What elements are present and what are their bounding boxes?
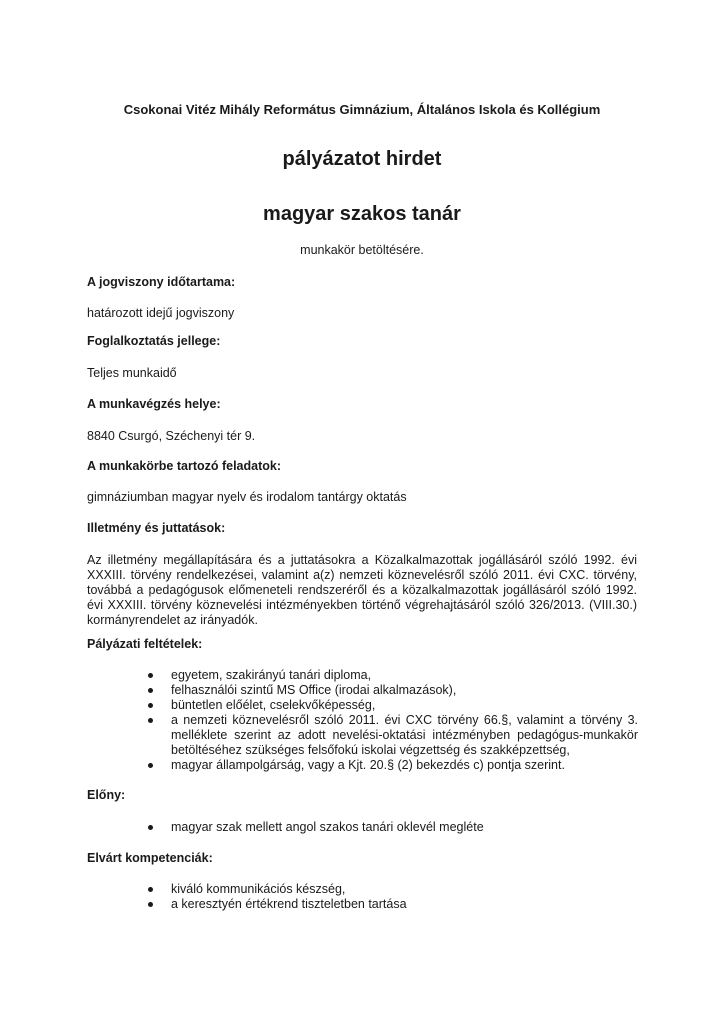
- tasks-value: gimnáziumban magyar nyelv és irodalom tantárgy oktatás: [87, 490, 407, 504]
- employment-value: Teljes munkaidő: [87, 366, 177, 380]
- position-title: magyar szakos tanár: [263, 203, 461, 225]
- advantage-list: [148, 820, 638, 835]
- list-item: magyar szak mellett angol szakos tanári oklevél megléte: [148, 820, 638, 835]
- bullet-icon: [148, 763, 153, 768]
- competencies-heading: Elvárt kompetenciák:: [87, 851, 213, 865]
- list-item: felhasználói szintű MS Office (irodai alkalmazások),: [148, 683, 638, 698]
- institution-name: Csokonai Vitéz Mihály Református Gimnázium, Általános Iskola és Kollégium: [123, 102, 601, 117]
- list-item: kiváló kommunikációs készség,: [148, 882, 638, 897]
- bullet-icon: [148, 703, 153, 708]
- list-item: büntetlen előélet, cselekvőképesség,: [148, 698, 638, 713]
- list-item: a keresztyén értékrend tiszteletben tartása: [148, 897, 638, 912]
- bullet-icon: [148, 688, 153, 693]
- bullet-icon: [148, 902, 153, 907]
- list-item: magyar állampolgárság, vagy a Kjt. 20.§ (2) bekezdés c) pontja szerint.: [148, 758, 638, 773]
- duration-heading: A jogviszony időtartama:: [87, 275, 236, 289]
- announcement-title: pályázatot hirdet: [282, 148, 442, 170]
- bullet-icon: [148, 887, 153, 892]
- duration-value: határozott idejű jogviszony: [87, 306, 235, 320]
- competencies-list: [148, 882, 638, 912]
- bullet-icon: [148, 718, 153, 723]
- conditions-heading: Pályázati feltételek:: [87, 637, 203, 651]
- advantage-heading: Előny:: [87, 788, 126, 802]
- employment-heading: Foglalkoztatás jellege:: [87, 334, 221, 348]
- tasks-heading: A munkakörbe tartozó feladatok:: [87, 459, 282, 473]
- bullet-icon: [148, 673, 153, 678]
- list-item: egyetem, szakirányú tanári diploma,: [148, 668, 638, 683]
- announcement-subtitle: munkakör betöltésére.: [300, 243, 424, 257]
- salary-heading: Illetmény és juttatások:: [87, 521, 226, 535]
- salary-value: Az illetmény megállapítására és a juttatásokra a Közalkalmazottak jogállásáról szóló 1992. évi XXXIII. törvény rendelkezései, valamint a(z) nemzeti köznevelésről szóló 2011. évi CXC. törvény, továbbá a pedagógusok előmeneteli rendszeréről és a közalkalmazottak jogállásáról szóló 1992. évi XXXIII. törvény köznevelési intézményekben történő végrehajtásáról szóló 326/2013. (VIII.30.) kormányrendelet az irányadók.: [87, 553, 637, 627]
- workplace-value: 8840 Csurgó, Széchenyi tér 9.: [87, 429, 256, 443]
- conditions-list: [148, 668, 638, 773]
- workplace-heading: A munkavégzés helye:: [87, 397, 221, 411]
- bullet-icon: [148, 825, 153, 830]
- list-item: a nemzeti köznevelésről szóló 2011. évi CXC törvény 66.§, valamint a törvény 3. melléklete szerint az adott nevelési-oktatási intézményben pedagógus-munkakör betöltéséhez szükséges felsőfokú iskolai végzettség és szakképzettség,: [148, 713, 638, 758]
